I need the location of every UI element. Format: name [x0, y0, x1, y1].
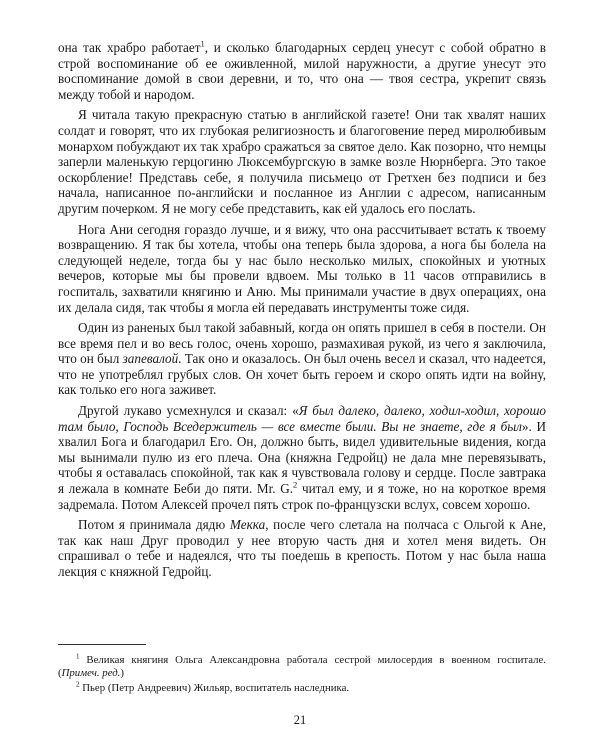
paragraph: [58, 403, 546, 512]
text-run: . Так оно и оказалось. Он был очень весел и сказал, что надеется, что не употреблял грубых слов. Он хочет быть героем и скоро опять идти на войну, как только его нога заживет.: [58, 351, 547, 398]
footnote-number: 2: [76, 680, 80, 689]
footnote-marker: 2: [293, 479, 298, 490]
text-run: Великая княгиня Ольга Александровна работала сестрой милосердия в военном госпитале. (: [58, 654, 546, 679]
footnote: [58, 654, 546, 680]
text-run: Другой лукаво усмехнулся и сказал: «: [78, 403, 299, 419]
text-run: ): [120, 667, 124, 679]
text-run: ». И хвалил Бога и благодарил Его. Он, должно быть, видел удивительные видения, когда мы вынимали пулю из его плеча. Она (княжна Гедройц) не дала мне перевязывать, чтобы я оставалась спокойной, так как я чувствовала голову и сердце. После завтрака я лежала в комнате Беби до пяти. Mr. G.: [58, 418, 547, 497]
paragraph: [58, 40, 546, 102]
text-run: , и сколько благодарных сердец унесут с собой обратно в строй воспоминание об ее оживленной, милой наружности, а другие унесут это воспоминание домой в свои деревни, и то, что она — твоя сестра, укрепит связь между тобой и народом.: [58, 40, 546, 102]
text-run: читал ему, и я тоже, но на короткое время задремала. Потом Алексей прочел пять строк по-французски вслух, совсем хорошо.: [58, 481, 546, 512]
text-run: , после чего слетала на полчаса с Ольгой к Ане, так как наш Друг проводил у нее вторую часть дня и хотел меня видеть. Он спрашивал о тебе и надеялся, что ты поедешь в крепость. Потом у нас была наша лекция с княжной Гедройц.: [58, 517, 546, 579]
text-run: Пьер (Петр Андреевич) Жильяр, воспитатель наследника.: [79, 682, 350, 694]
italic-text: Я был далеко, далеко, ходил-ходил, хорошо там было, Господь Вседержитель — все вместе были. Вы не знаете, где я был: [58, 403, 546, 434]
italic-text: Мекка: [229, 517, 266, 533]
text-run: Один из раненых был такой забавный, когда он опять пришел в себя в постели. Он все время пел и во весь голос, очень хорошо, размахивая рукой, из чего я заключила, что он был: [58, 320, 546, 367]
main-text: [58, 40, 546, 585]
italic-text: запевалой: [122, 351, 179, 367]
footnote-divider: [58, 644, 146, 645]
footnote-marker: 1: [200, 38, 205, 49]
text-run: Я читала такую прекрасную статью в английской газете! Они так хвалят наших солдат и говорят, что их глубокая религиозность и благоговение перед миролюбивым монархом побуждают их так храбро сражаться за святое дело. Как позорно, что немцы заперли маленькую герцогиню Люксембургскую в замке возле Нюрнберга. Это такое оскорбление! Представь себе, я получила письмецо от Гретхен без подписи и без начала, написанное по-английски и посланное из Англии с адресом, написанным другим почерком. Я не могу себе представить, как ей удалось его послать.: [58, 107, 546, 216]
footnote: [58, 682, 546, 695]
text-run: Нога Ани сегодня гораздо лучше, и я вижу, что она рассчитывает встать к твоему возвращению. Я так бы хотела, чтобы она теперь была здорова, а нога бы болела на следующей неделе, тогда бы у нас было несколько милых, спокойных и уютных вечеров, которые мы бы провели вдвоем. Мы только в 11 часов отправились в госпиталь, захватили княгиню и Аню. Мы принимали участие в двух операциях, она их делала сидя, так чтобы я могла ей передавать инструменты тоже сидя.: [58, 221, 546, 315]
italic-text: Примеч. ред.: [61, 667, 121, 679]
text-run: она так храбро работает: [58, 40, 201, 55]
footnote-number: 1: [76, 652, 80, 661]
text-run: Потом я принимала дядю: [78, 517, 230, 533]
paragraph: [58, 222, 546, 316]
paragraph: [58, 320, 546, 398]
footnotes: [58, 654, 546, 697]
paragraph: [58, 107, 546, 216]
page-number: 21: [293, 713, 307, 727]
paragraph: [58, 517, 546, 579]
